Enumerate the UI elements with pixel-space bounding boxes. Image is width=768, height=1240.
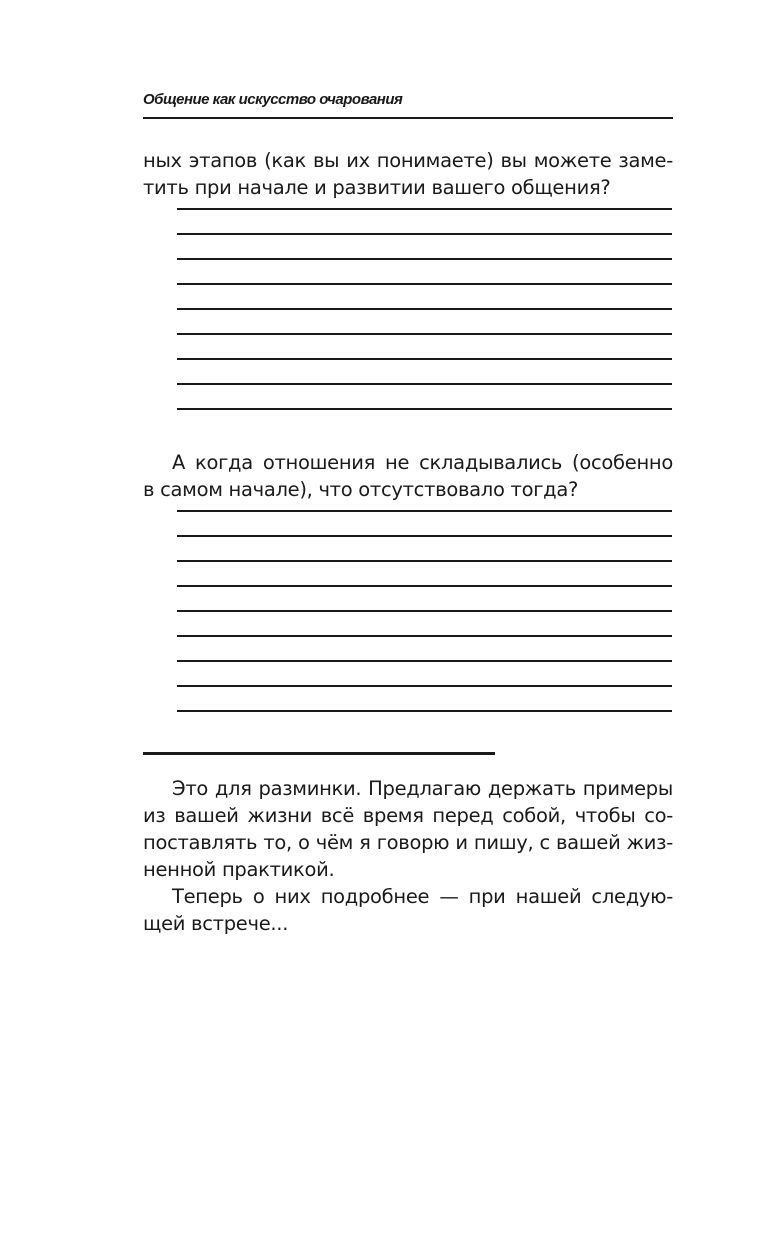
closing-p1-line-4: ненной практикой.	[143, 858, 335, 881]
answer-line[interactable]	[177, 610, 672, 612]
answer-line[interactable]	[177, 333, 672, 335]
answer-line[interactable]	[177, 710, 672, 712]
answer-line[interactable]	[177, 383, 672, 385]
closing-p1-line-3: поставлять то, о чём я говорю и пишу, с вашей жиз-	[143, 831, 673, 854]
closing-p2-line-2: щей встрече...	[143, 912, 289, 935]
answer-line[interactable]	[177, 585, 672, 587]
running-head-rule	[143, 117, 673, 119]
question-1-line-2: тить при начале и развитии вашего общения?	[143, 176, 611, 199]
answer-line[interactable]	[177, 535, 672, 537]
answer-line[interactable]	[177, 408, 672, 410]
answer-line[interactable]	[177, 233, 672, 235]
answer-line[interactable]	[177, 308, 672, 310]
question-2-line-2: в самом начале), что отсутствовало тогда?	[143, 478, 579, 501]
question-2-line-1: А когда отношения не складывались (особенно	[172, 451, 673, 474]
section-separator	[143, 752, 495, 755]
answer-line[interactable]	[177, 560, 672, 562]
answer-line[interactable]	[177, 510, 672, 512]
question-1-line-1: ных этапов (как вы их понимаете) вы можете заме-	[143, 149, 673, 172]
answer-line[interactable]	[177, 208, 672, 210]
closing-paragraph-2	[143, 883, 673, 937]
answer-line[interactable]	[177, 685, 672, 687]
answer-line[interactable]	[177, 358, 672, 360]
answer-lines-2	[177, 510, 672, 735]
closing-p2-line-1: Теперь о них подробнее — при нашей следую-	[172, 885, 673, 908]
question-1	[143, 147, 673, 201]
answer-line[interactable]	[177, 283, 672, 285]
closing-p1-line-1: Это для разминки. Предлагаю держать примеры	[172, 777, 673, 800]
answer-lines-1	[177, 208, 672, 433]
question-2	[143, 449, 673, 503]
answer-line[interactable]	[177, 635, 672, 637]
closing-p1-line-2: из вашей жизни всё время перед собой, чтобы со-	[143, 804, 673, 827]
answer-line[interactable]	[177, 258, 672, 260]
answer-line[interactable]	[177, 660, 672, 662]
closing-paragraph-1	[143, 775, 673, 883]
running-head: Общение как искусство очарования	[143, 91, 403, 108]
